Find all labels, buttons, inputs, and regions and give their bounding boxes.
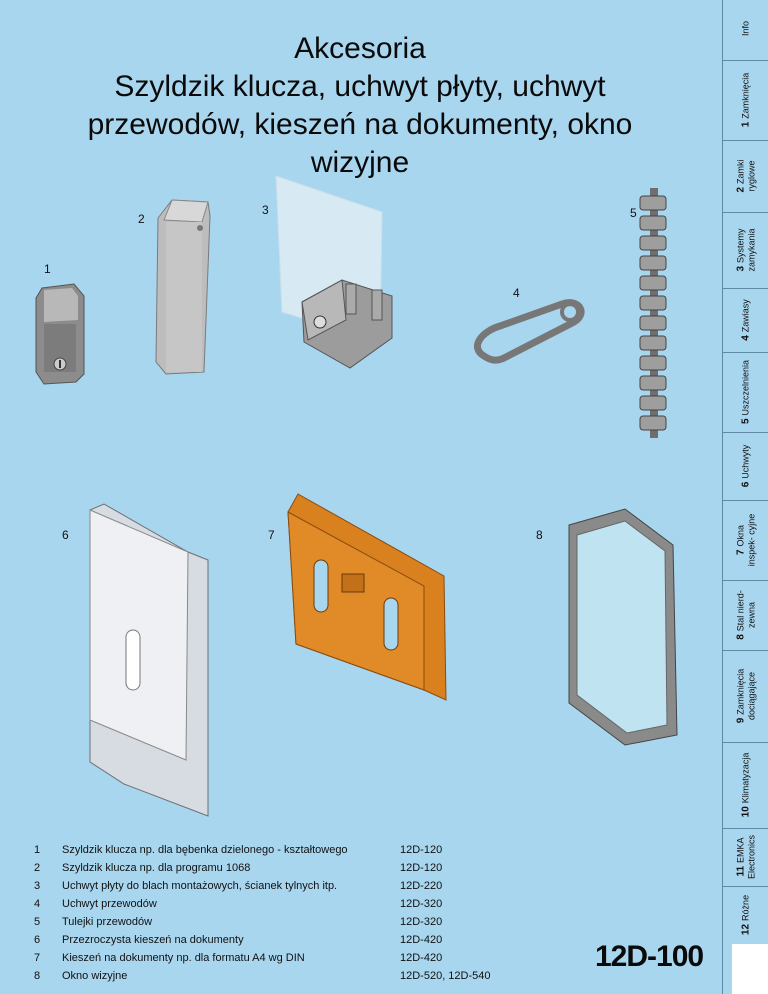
legend-row: [34, 952, 534, 969]
title-line: Szyldzik klucza, uchwyt płyty, uchwyt: [114, 70, 606, 103]
sidebar-tab-label: Zamki ryglowe: [735, 159, 757, 192]
inspection-window-image: [555, 505, 685, 750]
legend-description: Okno wizyjne: [62, 970, 128, 982]
legend-description: Szyldzik klucza np. dla bębenka dzielonego - kształtowego: [62, 844, 348, 856]
figure-number-2: 2: [138, 212, 145, 226]
cable-bushings-image: [636, 186, 672, 440]
sidebar-tab-label: Różne: [740, 894, 751, 921]
sidebar-tab-5[interactable]: 5Uszczelnienia: [723, 352, 768, 433]
legend-description: Uchwyt płyty do blach montażowych, ścianek tylnych itp.: [62, 880, 338, 892]
legend-description: Szyldzik klucza np. dla programu 1068: [62, 862, 251, 874]
legend-description: Uchwyt przewodów: [62, 898, 157, 910]
sidebar-tab-label: Zamknięcia: [740, 72, 751, 119]
legend-code: 12D-420: [400, 934, 443, 946]
legend-row: [34, 880, 534, 897]
legend-row: [34, 844, 534, 861]
sidebar-tab-label: Okna inspek- cyjne: [735, 513, 757, 567]
sidebar-tab-8[interactable]: 8Stal nierd- zewna: [723, 580, 768, 651]
cable-holder-image: [470, 296, 588, 370]
sidebar-tab-4[interactable]: 4Zawiasy: [723, 288, 768, 353]
legend-code: 12D-320: [400, 898, 443, 910]
legend-number: 4: [34, 898, 41, 910]
legend-code: 12D-520, 12D-540: [400, 970, 491, 982]
figure-number-3: 3: [262, 203, 269, 217]
legend-number: 5: [34, 916, 41, 928]
legend-number: 8: [34, 970, 41, 982]
legend-description: Tulejki przewodów: [62, 916, 153, 928]
legend-number: 1: [34, 844, 41, 856]
legend-number: 6: [34, 934, 41, 946]
title-line: przewodów, kieszeń na dokumenty, okno: [87, 108, 633, 141]
legend-number: 7: [34, 952, 41, 964]
sidebar-tab-info[interactable]: [723, 0, 768, 61]
sidebar-tab-11[interactable]: 11EMKA Electronics: [723, 828, 768, 887]
legend-row: [34, 862, 534, 879]
title-line: wizyjne: [310, 146, 410, 179]
legend-row: [34, 970, 534, 987]
figure-number-8: 8: [536, 528, 543, 542]
a4-document-pocket-image: [284, 490, 454, 705]
legend-description: Kieszeń na dokumenty np. dla formatu A4 wg DIN: [62, 952, 305, 964]
sidebar-tab-3[interactable]: 3Systemy zamykania: [723, 212, 768, 289]
sidebar-tab-label: Uszczelnienia: [740, 359, 751, 416]
section-sidebar: [722, 0, 768, 994]
legend-code: 12D-420: [400, 952, 443, 964]
sidebar-tab-9[interactable]: 9Zamknięcia dociągające: [723, 650, 768, 743]
figure-number-6: 6: [62, 528, 69, 542]
sidebar-tab-1[interactable]: 1Zamknięcia: [723, 60, 768, 141]
legend-row: [34, 898, 534, 915]
legend-number: 2: [34, 862, 41, 874]
tall-key-escutcheon-image: [152, 196, 216, 380]
legend-description: Przezroczysta kieszeń na dokumenty: [62, 934, 244, 946]
legend-code: 12D-120: [400, 862, 443, 874]
sidebar-tab-6[interactable]: 6Uchwyty: [723, 432, 768, 501]
legend-number: 3: [34, 880, 41, 892]
transparent-document-pocket-image: [84, 500, 214, 820]
sidebar-tab-label: Zamknięcia dociągające: [735, 668, 757, 721]
legend-code: 12D-120: [400, 844, 443, 856]
sidebar-tab-label: Systemy zamykania: [735, 228, 757, 272]
legend-row: [34, 916, 534, 933]
corner-blank: [732, 944, 768, 994]
figure-number-1: 1: [44, 262, 51, 276]
figure-number-7: 7: [268, 528, 275, 542]
sidebar-tab-label: Zawiasy: [740, 299, 751, 333]
sidebar-tab-label: Stal nierd- zewna: [735, 590, 757, 632]
sidebar-tab-label: Info: [740, 20, 751, 37]
sidebar-tab-label: Uchwyty: [740, 444, 751, 479]
sidebar-tab-2[interactable]: 2Zamki ryglowe: [723, 140, 768, 213]
page-code: 12D-100: [595, 940, 704, 973]
sidebar-tab-10[interactable]: 10Klimatyzacja: [723, 742, 768, 829]
sidebar-tab-label: Klimatyzacja: [740, 752, 751, 804]
sidebar-tab-7[interactable]: 7Okna inspek- cyjne: [723, 500, 768, 581]
title-line: Akcesoria: [294, 32, 426, 65]
page-title: [20, 30, 700, 182]
figure-number-4: 4: [513, 286, 520, 300]
plate-holder-image: [262, 172, 412, 377]
key-escutcheon-image: [30, 280, 90, 386]
sidebar-tab-label: EMKA Electronics: [735, 835, 757, 880]
legend-code: 12D-220: [400, 880, 443, 892]
figure-number-5: 5: [630, 206, 637, 220]
legend-code: 12D-320: [400, 916, 443, 928]
sidebar-tab-12[interactable]: 12Różne: [740, 894, 752, 936]
legend-row: [34, 934, 534, 951]
